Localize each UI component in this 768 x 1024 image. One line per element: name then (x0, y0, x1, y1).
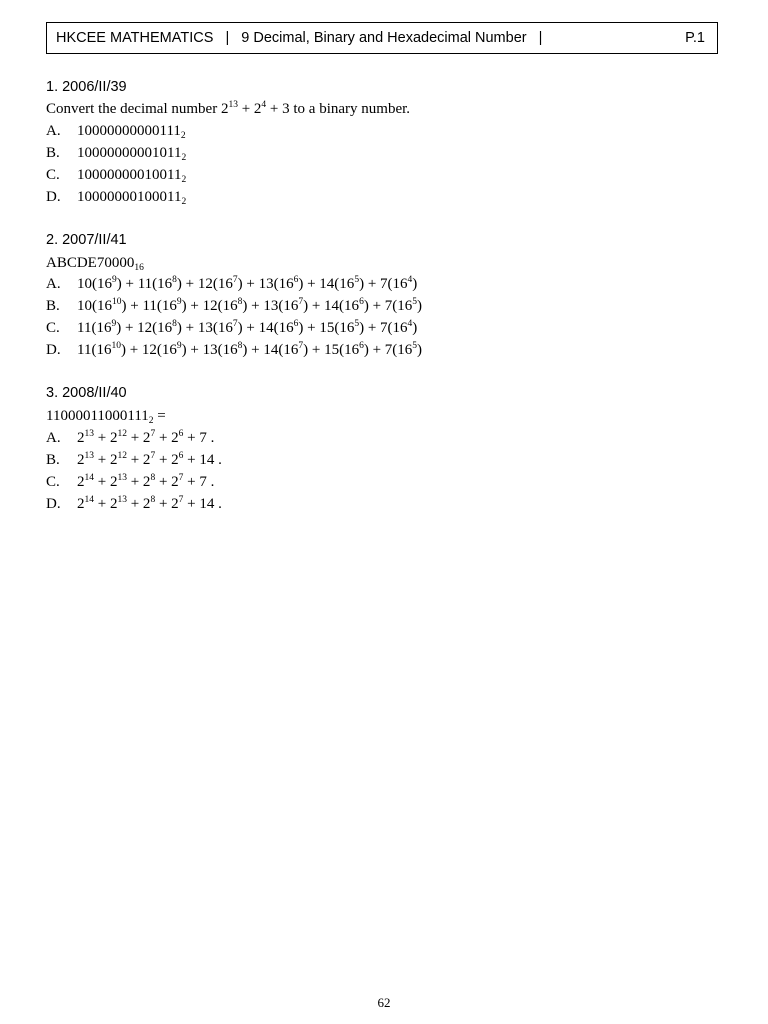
exponent: 9 (176, 341, 182, 351)
closing-paren: ) (116, 320, 122, 336)
expression-term: 11(16 (77, 342, 112, 358)
expression-term: + 11(16 (121, 276, 173, 292)
expression-term: 11(16 (77, 320, 112, 336)
exponent: 10 (112, 297, 122, 307)
closing-paren: ) (120, 342, 126, 358)
exponent: 9 (111, 319, 117, 329)
closing-paren: ) (116, 276, 122, 292)
expression-term: + 2 (94, 452, 118, 468)
question-3-option-c[interactable]: C. $2^{14} + 2^{13} + 2^8 + 2^7 + 7$ . (46, 473, 215, 490)
closing-paren: ) (121, 298, 127, 314)
expression-term: + 12(16 (181, 276, 233, 292)
expression-term: + 12(16 (186, 298, 238, 314)
question-2-option-a[interactable]: A. $10(16^9) + 11(16^8) + 12(16^7) + 13(16^6) + 14(16^5) + 7(16^4)$ (46, 275, 418, 292)
question-1-stem: Convert the decimal number $2^{13} + 2^4 + 3$ to a binary number. (46, 100, 411, 117)
question-2-option-b[interactable]: B. $10(16^{10}) + 11(16^9) + 12(16^8) + 13(16^7) + 14(16^6) + 7(16^5)$ (46, 297, 423, 314)
exponent: 5 (354, 319, 360, 329)
closing-paren: ) (359, 276, 365, 292)
closing-paren: ) (303, 298, 309, 314)
exponent: 7 (232, 275, 238, 285)
expression-term: + 13(16 (247, 298, 299, 314)
question-3-option-a[interactable]: A. $2^{13} + 2^{12} + 2^7 + 2^6 + 7$ . (46, 429, 215, 446)
expression-term: 10(16 (77, 276, 112, 292)
exponent: 6 (178, 451, 184, 461)
expression-term: + 14(16 (303, 276, 355, 292)
expression-term: 2 (77, 474, 85, 490)
exponent: 5 (412, 341, 418, 351)
closing-paren: ) (417, 298, 423, 314)
exponent: 6 (293, 275, 299, 285)
exponent: 7 (298, 297, 304, 307)
expression-term: + 7 . (183, 430, 215, 446)
exponent: 8 (237, 297, 243, 307)
question-3-stem: $11000011000111_2$ = (46, 408, 166, 426)
closing-paren: ) (242, 298, 248, 314)
question-3-option-b[interactable]: B. $2^{13} + 2^{12} + 2^7 + 2^6 + 14$ . (46, 451, 222, 468)
question-1-option-c[interactable]: C. $10000000010011_2$ (46, 167, 187, 185)
exponent: 7 (178, 495, 184, 505)
expression-term: + 2 (155, 452, 179, 468)
question-3-option-d[interactable]: D. $2^{14} + 2^{13} + 2^8 + 2^7 + 14$ . (46, 495, 222, 512)
exponent: 7 (178, 473, 184, 483)
expression-term: + 2 (126, 452, 151, 468)
expression-term: + 2 (126, 496, 151, 512)
closing-paren: ) (181, 342, 187, 358)
header-page-number: P.1 (685, 30, 705, 46)
expression-term: + 7(16 (368, 298, 413, 314)
exponent: 10 (111, 341, 121, 351)
exponent: 7 (298, 341, 304, 351)
closing-paren: ) (176, 276, 182, 292)
expression-term: + 14(16 (242, 320, 294, 336)
closing-paren: ) (298, 320, 304, 336)
exponent: 6 (359, 341, 364, 351)
closing-paren: ) (412, 276, 418, 292)
expression-term: + 13(16 (181, 320, 233, 336)
exponent: 8 (150, 495, 156, 505)
exponent: 6 (359, 297, 364, 307)
expression-term: 2 (77, 496, 85, 512)
exponent: 12 (117, 429, 127, 439)
exponent: 5 (354, 275, 360, 285)
expression-term: + 7(16 (364, 276, 408, 292)
expression-term: 2 (77, 430, 85, 446)
expression-term: + 15(16 (303, 320, 355, 336)
exponent: 13 (84, 451, 94, 461)
closing-paren: ) (363, 298, 369, 314)
header-title: HKCEE MATHEMATICS | 9 Decimal, Binary and Hexadecimal Number | (56, 30, 543, 46)
question-2-stem: $ABCDE70000_{16}$ (46, 255, 144, 273)
exponent: 7 (150, 451, 156, 461)
closing-paren: ) (359, 320, 365, 336)
page-header (46, 22, 718, 54)
exponent: 14 (84, 473, 94, 483)
question-2-option-d[interactable]: D. $11(16^{10}) + 12(16^9) + 13(16^8) + 14(16^7) + 15(16^6) + 7(16^5)$ (46, 341, 423, 358)
expression-term: 2 (77, 452, 85, 468)
expression-term: + 11(16 (126, 298, 177, 314)
exponent: 4 (407, 275, 413, 285)
question-3-title: 3. 2008/II/40 (46, 385, 127, 401)
expression-term: + 7(16 (368, 342, 413, 358)
expression-term: + 2 (94, 496, 118, 512)
expression-term: + 15(16 (308, 342, 360, 358)
closing-paren: ) (363, 342, 369, 358)
exponent: 8 (172, 275, 177, 285)
closing-paren: ) (176, 320, 182, 336)
exponent: 8 (172, 319, 177, 329)
expression-term: + 14(16 (247, 342, 299, 358)
expression-term: + 12(16 (121, 320, 173, 336)
expression-term: + 7(16 (364, 320, 408, 336)
exponent: 13 (117, 473, 127, 483)
expression-term: + 14 . (183, 496, 222, 512)
expression-term: + 2 (155, 474, 179, 490)
expression-term: + 2 (94, 430, 118, 446)
expression-term: 10(16 (77, 298, 112, 314)
closing-paren: ) (242, 342, 248, 358)
exponent: 14 (84, 495, 94, 505)
question-2-option-c[interactable]: C. $11(16^9) + 12(16^8) + 13(16^7) + 14(16^6) + 15(16^5) + 7(16^4)$ (46, 319, 418, 336)
expression-term: + 13(16 (186, 342, 238, 358)
expression-term: + 2 (155, 496, 179, 512)
exponent: 6 (178, 429, 184, 439)
exponent: 9 (176, 297, 182, 307)
closing-paren: ) (298, 276, 304, 292)
exponent: 4 (407, 319, 413, 329)
expression-term: + 2 (126, 474, 151, 490)
question-2-title: 2. 2007/II/41 (46, 232, 127, 248)
expression-term: + 2 (94, 474, 118, 490)
page-number-footer: 62 (377, 995, 391, 1010)
expression-term: + 7 . (183, 474, 215, 490)
expression-term: + 14(16 (308, 298, 360, 314)
question-1-option-a[interactable]: A. $10000000000111_2$ (46, 123, 186, 141)
exponent: 12 (117, 451, 127, 461)
exponent: 13 (117, 495, 127, 505)
exponent: 8 (237, 341, 243, 351)
question-1-option-b[interactable]: B. $10000000001011_2$ (46, 145, 187, 163)
exponent: 7 (150, 429, 156, 439)
closing-paren: ) (303, 342, 309, 358)
exponent: 6 (293, 319, 299, 329)
exponent: 7 (232, 319, 238, 329)
exponent: 9 (112, 275, 117, 285)
closing-paren: ) (412, 320, 418, 336)
closing-paren: ) (237, 276, 243, 292)
closing-paren: ) (237, 320, 243, 336)
expression-term: + 14 . (183, 452, 222, 468)
exponent: 8 (150, 473, 156, 483)
expression-term: + 12(16 (125, 342, 177, 358)
expression-term: + 13(16 (242, 276, 294, 292)
question-1-title: 1. 2006/II/39 (46, 79, 127, 95)
expression-term: + 2 (155, 430, 179, 446)
closing-paren: ) (181, 298, 187, 314)
closing-paren: ) (417, 342, 423, 358)
exponent: 5 (412, 297, 418, 307)
question-1-option-d[interactable]: D. $10000000100011_2$ (46, 189, 187, 207)
exponent: 13 (84, 429, 94, 439)
expression-term: + 2 (126, 430, 151, 446)
